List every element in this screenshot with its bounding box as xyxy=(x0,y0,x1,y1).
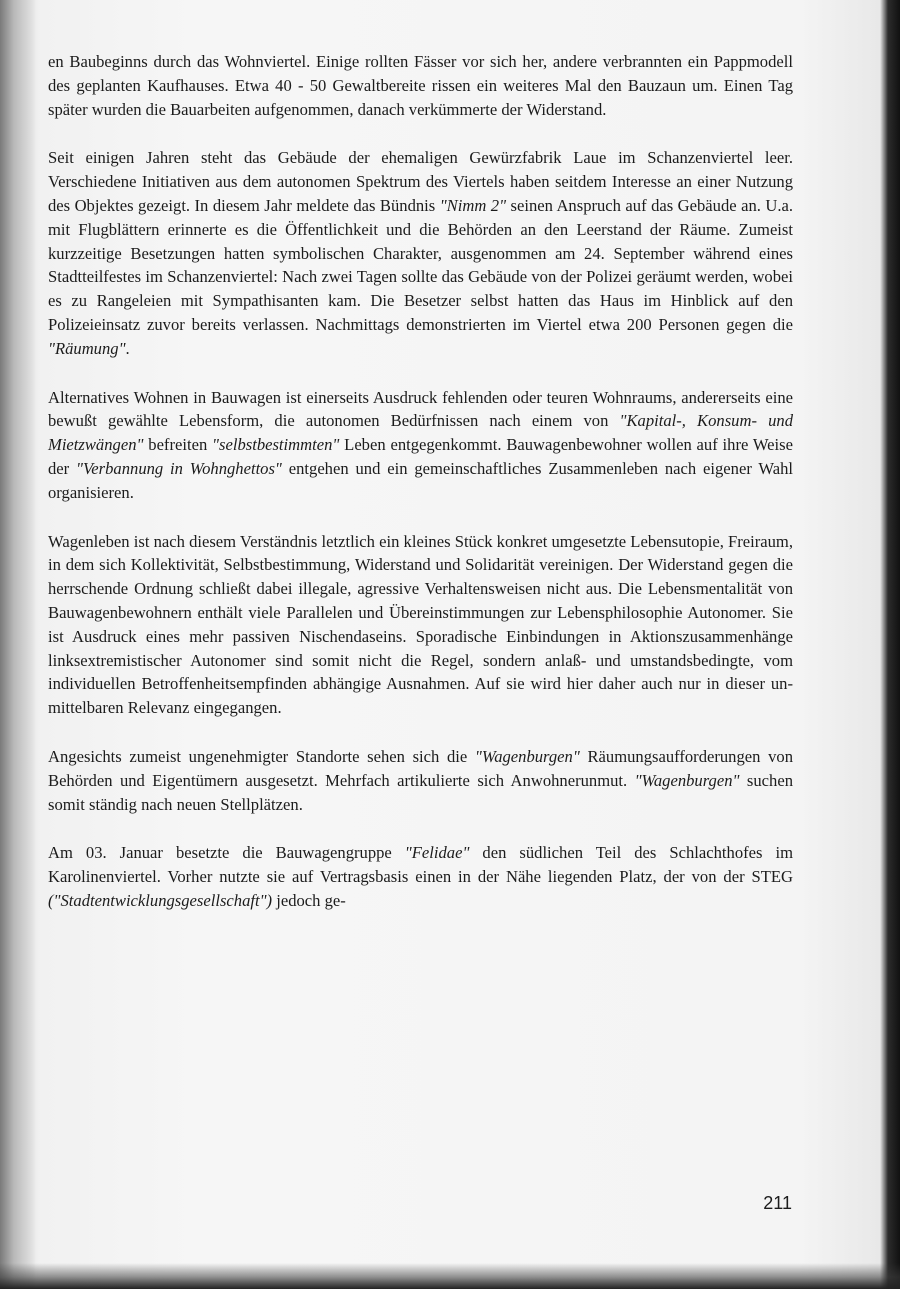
text-segment: jedoch ge- xyxy=(272,890,346,910)
text-segment: Angesichts zumeist ungenehmigter Standorte sehen sich die xyxy=(48,746,475,766)
text-segment: . xyxy=(125,338,130,358)
book-spine-shadow xyxy=(0,0,36,1289)
text-segment: entgehen und ein gemeinschaftliches Zusammenleben nach eigener Wahl organisieren. xyxy=(48,458,794,502)
quoted-term: "Räumung" xyxy=(48,338,126,358)
text-segment: Seit einigen Jahren steht das Gebäude der ehemaligen Gewürzfabrik Laue im Schanzenviertel leer. Verschiedene Initiativen aus dem autonomen Spektrum des Viertels haben seitdem Interesse an einer Nutzung des Objektes gezeigt. In diesem Jahr meldete das Bündnis xyxy=(48,148,793,215)
text-segment: den südlichen Teil des Schlachthofes im Karolinenviertel. Vorher nutzte sie auf Vertragsbasis einen in der Nähe liegenden Platz, der von der STEG xyxy=(48,843,793,887)
paragraph-1 xyxy=(48,50,793,121)
text-segment: Alternatives Wohnen in Bauwagen ist einerseits Ausdruck fehlenden oder teuren Wohnraums, andererseits eine bewußt gewählte Lebensform, die autonomen Bedürfnissen nach einem von xyxy=(48,387,793,431)
quoted-term: ("Stadtentwicklungsgesellschaft") xyxy=(48,890,273,910)
quoted-term: "Nimm 2" xyxy=(439,195,507,215)
paragraph-4 xyxy=(48,530,793,720)
paragraph-5 xyxy=(48,745,793,816)
text-segment: Am 03. Januar besetzte die Bauwagengruppe xyxy=(48,843,405,863)
quoted-term: "Wagenburgen" xyxy=(474,746,580,766)
paragraph-2 xyxy=(48,146,793,360)
text-segment: suchen somit ständig nach neuen Stellplätzen. xyxy=(48,770,793,814)
body-text xyxy=(48,50,793,938)
text-segment: seinen Anspruch auf das Gebäude an. U.a. mit Flugblättern erinnerte es die Öffentlichkeit und die Behörden an den Leerstand der Räume. Zumeist kurzzeitige Besetzungen hatten symbolischen Charakter, ausgenommen am 24. September während eines Stadtteilfestes im Schanzenviertel: Nach zwei Tagen sollte das Gebäude von der Polizei geräumt werden, wobei es zu Rangeleien mit Sympathisanten kam. Die Besetzer selbst hatten das Haus im Hinblick auf den Polizeieinsatz zuvor bereits verlassen. Nachmittags demonstrierten im Viertel etwa 200 Personen gegen die xyxy=(48,195,793,334)
text-segment: Räumungsaufforderungen von Behörden und Eigentümern ausgesetzt. Mehrfach artikulierte sich Anwohnerunmut. xyxy=(48,746,793,790)
quoted-term: "selbstbestimmten" xyxy=(212,435,340,455)
text-segment: befreiten xyxy=(143,435,213,455)
page-number: 211 xyxy=(763,1193,792,1213)
paragraph-6 xyxy=(48,841,793,912)
quoted-term: "Felidae" xyxy=(404,843,470,863)
paragraph-3 xyxy=(48,386,793,505)
quoted-term: "Verbannung in Wohnghettos" xyxy=(76,458,282,478)
quoted-term: "Kapital-, Konsum- und Mietzwängen" xyxy=(48,411,793,455)
text-segment: Leben entgegenkommt. Bauwagenbewohner wollen auf ihre Weise der xyxy=(48,435,793,478)
text-segment: en Baubeginns durch das Wohnviertel. Einige rollten Fässer vor sich her, andere verbrannten ein Pappmodell des geplanten Kaufhauses. Etwa 40 - 50 Gewaltbereite rissen ein weiteres Mal den Bauzaun um. Einen Tag später wurden die Bauarbeiten aufgenommen, danach verkümmerte der Widerstand. xyxy=(48,52,793,119)
page-bottom-shadow xyxy=(0,1263,900,1289)
text-segment: Wagenleben ist nach diesem Verständnis letztlich ein kleines Stück konkret umgesetzte Lebensutopie, Freiraum, in dem sich Kollektivität, Selbstbestimmung, Widerstand und Solidarität vereinigen. Der Widerstand gegen die herrschende Ordnung schließt dabei illegale, agressive Verhaltensweisen nicht aus. Die Lebensmentalität von Bauwagenbewohnern enthält viele Parallelen und Übereinstimmungen zur Lebensphilosophie Autonomer. Sie ist Ausdruck eines mehr passiven Nischendaseins. Sporadische Einbindungen in Aktionszusammenhänge linksextremistischer Autonomer sind somit nicht die Regel, sondern anlaß- und umstandsbedingte, vom individuellen Betroffenheitsempfinden abhängige Ausnahmen. Auf sie wird hier daher auch nur in dieser unmittelbaren Relevanz eingegangen. xyxy=(48,531,793,718)
quoted-term: "Wagenburgen" xyxy=(634,770,740,790)
